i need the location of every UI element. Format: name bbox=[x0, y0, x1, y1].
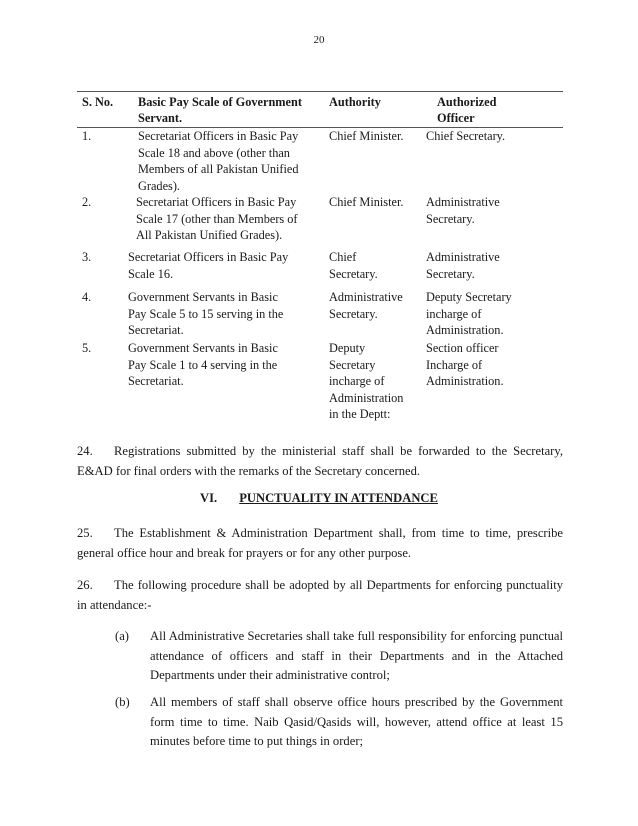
row-pay-scale-line: All Pakistan Unified Grades). bbox=[136, 228, 283, 243]
row-pay-scale-line: Secretariat Officers in Basic Pay bbox=[138, 129, 299, 143]
paragraph-26 bbox=[77, 575, 563, 615]
paragraph-number: 26. bbox=[77, 578, 93, 592]
row-authority-line: in the Deptt: bbox=[329, 407, 391, 422]
header-sno: S. No. bbox=[82, 95, 114, 109]
row-pay-scale-line: Government Servants in Basic bbox=[128, 290, 278, 304]
row-officer-line: Deputy Secretary bbox=[426, 290, 512, 304]
paragraph-text: Registrations submitted by the ministerial staff shall be forwarded to the Secretary, E&AD for final orders with the remarks of the Secretary concerned. bbox=[77, 444, 563, 478]
header-officer: Authorized bbox=[437, 95, 497, 109]
paragraph-number: 25. bbox=[77, 526, 93, 540]
paragraph-number: 24. bbox=[77, 444, 93, 458]
header-scale: Basic Pay Scale of Government bbox=[138, 95, 302, 109]
row-authority-line: Chief Minister. bbox=[329, 129, 404, 143]
row-pay-scale-line: Scale 17 (other than Members of bbox=[136, 211, 298, 226]
list-item-text: All Administrative Secretaries shall take full responsibility for enforcing punctual attendance of officers and staff in their Departments and in the Attached Departments under their administrative control; bbox=[150, 629, 563, 683]
row-authority-line: Deputy bbox=[329, 341, 366, 355]
row-officer-line: Incharge of bbox=[426, 357, 483, 372]
row-authority-line: incharge of bbox=[329, 374, 385, 389]
paragraph-25 bbox=[77, 523, 563, 563]
row-authority-line: Administrative bbox=[329, 290, 403, 304]
section-roman-numeral: VI. bbox=[200, 491, 218, 505]
table-top-rule bbox=[77, 91, 563, 92]
header-officer-cont: Officer bbox=[437, 111, 475, 125]
section-heading bbox=[0, 491, 638, 506]
paragraph-24 bbox=[77, 441, 563, 481]
row-authority-line: Administration bbox=[329, 390, 404, 405]
list-item-text: All members of staff shall observe office hours prescribed by the Government form time to time. Naib Qasid/Qasids will, however, attend office at least 15 minutes before time to put things in order; bbox=[150, 695, 563, 749]
row-pay-scale-line: Scale 18 and above (other than bbox=[138, 145, 290, 160]
row-officer-line: Chief Secretary. bbox=[426, 129, 506, 143]
paragraph-text: The following procedure shall be adopted by all Departments for enforcing punctuality in attendance:- bbox=[77, 578, 563, 612]
section-title: PUNCTUALITY IN ATTENDANCE bbox=[239, 491, 438, 505]
paragraph-text: The Establishment & Administration Department shall, from time to time, prescribe general office hour and break for prayers or for any other purpose. bbox=[77, 526, 563, 560]
table-header-rule bbox=[77, 127, 563, 128]
row-pay-scale-line: Grades). bbox=[138, 178, 180, 193]
row-officer-line: Secretary. bbox=[426, 266, 475, 281]
row-pay-scale-line: Secretariat Officers in Basic Pay bbox=[136, 195, 297, 209]
row-sno: 3. bbox=[82, 250, 92, 264]
row-sno: 1. bbox=[82, 129, 92, 143]
row-pay-scale-line: Secretariat. bbox=[128, 374, 184, 389]
row-officer-line: Administrative bbox=[426, 250, 500, 264]
list-item-label: (a) bbox=[115, 629, 129, 643]
list-item-label: (b) bbox=[115, 695, 130, 709]
row-pay-scale-line: Secretariat. bbox=[128, 323, 184, 338]
row-sno: 2. bbox=[82, 195, 92, 209]
row-pay-scale-line: Government Servants in Basic bbox=[128, 341, 278, 355]
row-officer-line: Administration. bbox=[426, 374, 504, 389]
row-sno: 5. bbox=[82, 341, 92, 355]
row-authority-line: Secretary. bbox=[329, 266, 378, 281]
header-scale-cont: Servant. bbox=[138, 111, 183, 125]
row-authority-line: Chief Minister. bbox=[329, 195, 404, 209]
row-officer-line: Administrative bbox=[426, 195, 500, 209]
row-pay-scale-line: Pay Scale 1 to 4 serving in the bbox=[128, 357, 278, 372]
row-authority-line: Secretary bbox=[329, 357, 376, 372]
header-authority: Authority bbox=[329, 95, 381, 109]
row-pay-scale-line: Secretariat Officers in Basic Pay bbox=[128, 250, 289, 264]
row-authority-line: Chief bbox=[329, 250, 357, 264]
row-officer-line: Section officer bbox=[426, 341, 499, 355]
row-officer-line: Administration. bbox=[426, 323, 504, 338]
row-sno: 4. bbox=[82, 290, 92, 304]
row-officer-line: incharge of bbox=[426, 306, 482, 321]
row-authority-line: Secretary. bbox=[329, 306, 378, 321]
page-number: 20 bbox=[313, 34, 325, 46]
row-pay-scale-line: Members of all Pakistan Unified bbox=[138, 162, 299, 177]
row-pay-scale-line: Scale 16. bbox=[128, 266, 174, 281]
row-officer-line: Secretary. bbox=[426, 211, 475, 226]
row-pay-scale-line: Pay Scale 5 to 15 serving in the bbox=[128, 306, 284, 321]
